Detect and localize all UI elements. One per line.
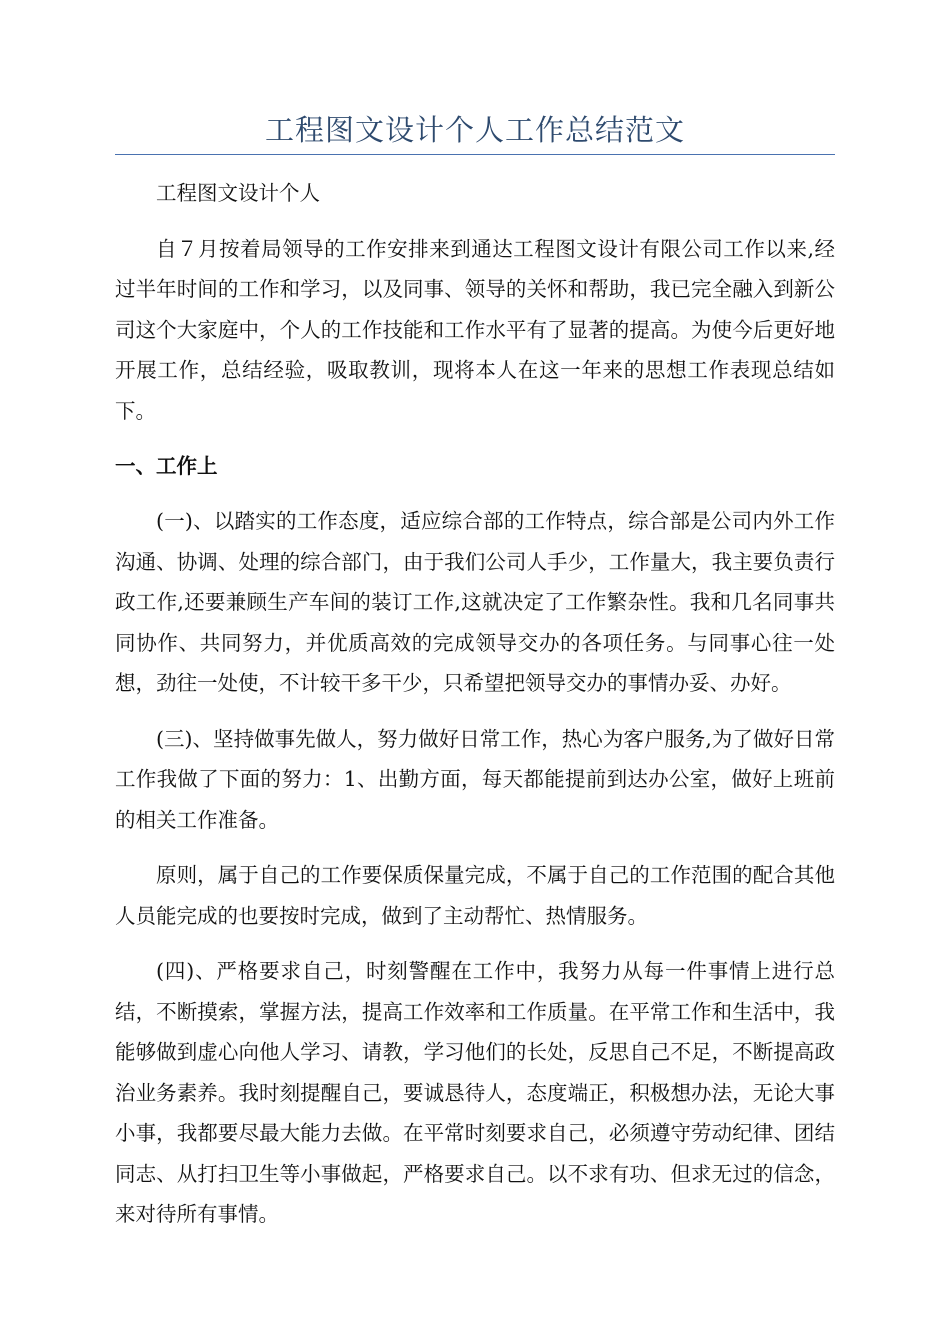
paragraph-three: (三)、坚持做事先做人，努力做好日常工作，热心为客户服务,为了做好日常工作我做了下面的努力：1、出勤方面，每天都能提前到达办公室，做好上班前的相关工作准备。: [115, 726, 835, 832]
paragraph-principle: 原则，属于自己的工作要保质保量完成，不属于自己的工作范围的配合其他人员能完成的也要按时完成，做到了主动帮忙、热情服务。: [115, 863, 835, 928]
section-heading-work: 一、工作上: [115, 454, 218, 478]
paragraph-one: (一)、以踏实的工作态度，适应综合部的工作特点，综合部是公司内外工作沟通、协调、处理的综合部门，由于我们公司人手少，工作量大，我主要负责行政工作,还要兼顾生产车间的装订工作,这就决定了工作繁杂性。我和几名同事共同协作、共同努力，并优质高效的完成领导交办的各项任务。与同事心往一处想，劲往一处使，不计较干多干少，只希望把领导交办的事情办妥、办好。: [115, 509, 835, 695]
intro-paragraph: 自７月按着局领导的工作安排来到通达工程图文设计有限公司工作以来,经过半年时间的工作和学习，以及同事、领导的关怀和帮助，我已完全融入到新公司这个大家庭中，个人的工作技能和工作水平有了显著的提高。为使今后更好地开展工作，总结经验，吸取教训，现将本人在这一年来的思想工作表现总结如下。: [115, 236, 835, 423]
title-underline: [115, 154, 835, 155]
paragraph-four: (四)、严格要求自己，时刻警醒在工作中，我努力从每一件事情上进行总结，不断摸索，掌握方法，提高工作效率和工作质量。在平常工作和生活中，我能够做到虚心向他人学习、请教，学习他们的长处，反思自己不足，不断提高政治业务素养。我时刻提醒自己，要诚恳待人，态度端正，积极想办法，无论大事小事，我都要尽最大能力去做。在平常时刻要求自己，必须遵守劳动纪律、团结同志、从打扫卫生等小事做起，严格要求自己。以不求有功、但求无过的信念，来对待所有事情。: [115, 959, 835, 1226]
subtitle-paragraph: 工程图文设计个人: [156, 181, 320, 205]
document-body: [115, 173, 835, 1235]
document-title: 工程图文设计个人工作总结范文: [264, 113, 685, 147]
